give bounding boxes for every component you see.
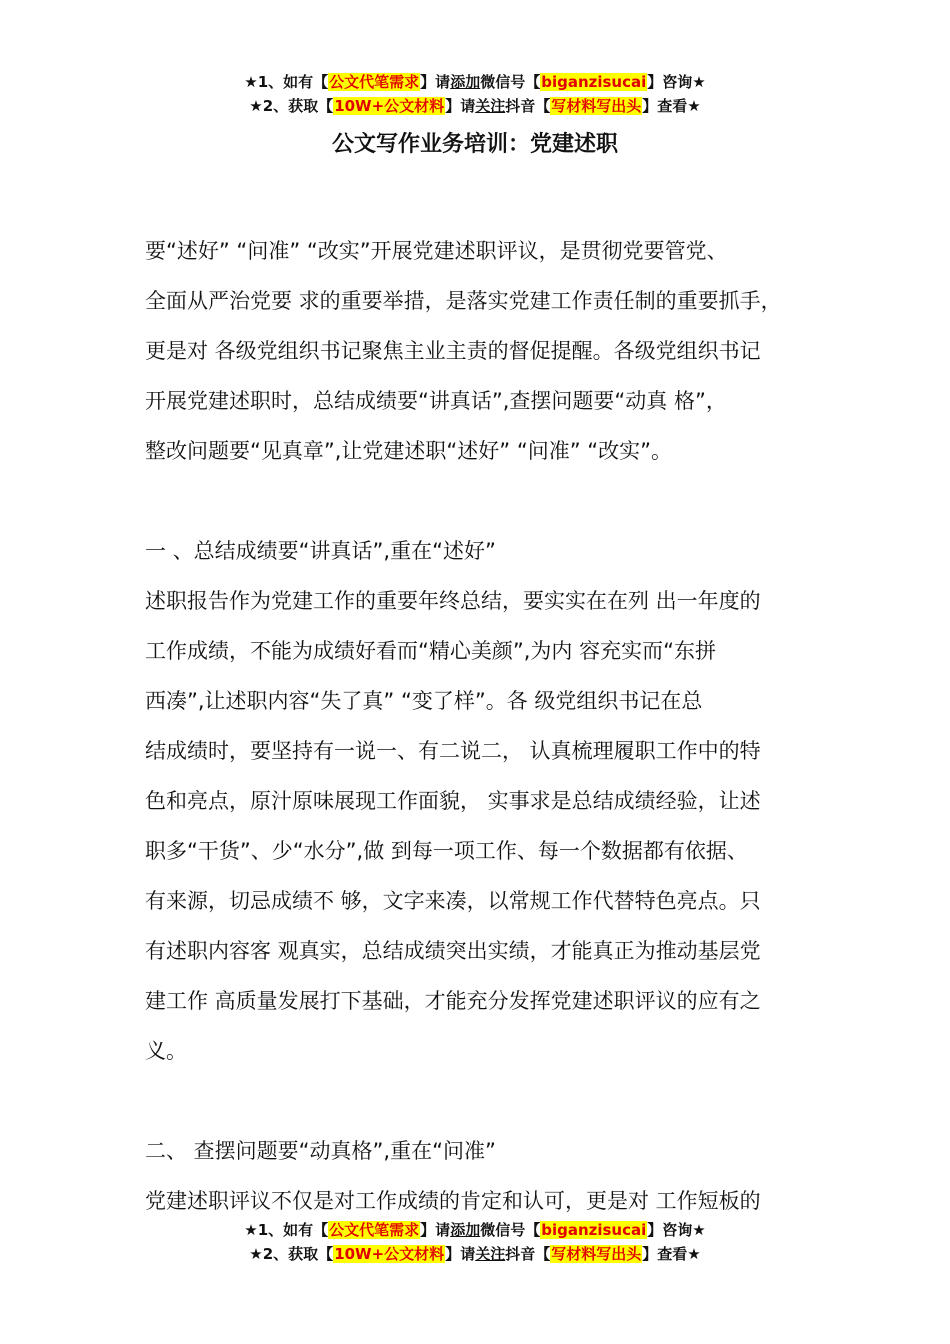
text-line: 要“述好” “问准” “改实”开展党建述职评议，是贯彻党要管党、 xyxy=(145,239,728,263)
text-line: 全面从严治党要 求的重要举措，是落实党建工作责任制的重要抓手， xyxy=(145,289,782,313)
banner-line-1 xyxy=(0,70,950,94)
banner-underlined: 添加 xyxy=(450,1221,481,1239)
banner-underlined: 关注 xyxy=(475,97,506,115)
text-line: 开展党建述职时，总结成绩要“讲真话”,查摆问题要“动真 格”， xyxy=(145,389,727,413)
banner-text: 】查看★ xyxy=(642,1245,701,1263)
banner-line-2 xyxy=(0,1242,950,1266)
text-line: 结成绩时，要坚持有一说一、有二说二， 认真梳理履职工作中的特 xyxy=(145,739,761,763)
banner-underlined: 添加 xyxy=(450,73,481,91)
text-line: 有述职内容客 观真实，总结成绩突出实绩，才能真正为推动基层党 xyxy=(145,939,761,963)
banner-text: 】查看★ xyxy=(642,97,701,115)
banner-highlight: 公文代笔需求 xyxy=(329,73,420,91)
text-line: 建工作 高质量发展打下基础，才能充分发挥党建述职评议的应有之 xyxy=(145,989,761,1013)
header-banner xyxy=(0,70,950,118)
banner-underlined: 关注 xyxy=(475,1245,506,1263)
banner-highlight: 写材料写出头 xyxy=(551,97,642,115)
banner-text: 】咨询★ xyxy=(647,1221,706,1239)
text-line: 党建述职评议不仅是对工作成绩的肯定和认可，更是对 工作短板的 xyxy=(145,1189,761,1213)
section-1-paragraph xyxy=(145,576,825,1076)
banner-text: 】请 xyxy=(420,73,451,91)
banner-text: ★1、如有【 xyxy=(244,1221,329,1239)
section-heading: 二、 查摆问题要“动真格”,重在“问准” xyxy=(145,1139,496,1163)
banner-text: ★2、获取【 xyxy=(249,97,334,115)
banner-text: ★1、如有【 xyxy=(244,73,329,91)
banner-text: 抖音【 xyxy=(505,97,551,115)
text-line: 色和亮点，原汁原味展现工作面貌， 实事求是总结成绩经验，让述 xyxy=(145,789,761,813)
banner-text: 抖音【 xyxy=(505,1245,551,1263)
banner-highlight: 写材料写出头 xyxy=(551,1245,642,1263)
text-line: 有来源，切忌成绩不 够，文字来凑，以常规工作代替特色亮点。只 xyxy=(145,889,761,913)
banner-highlight: 10W+公文材料 xyxy=(334,97,445,115)
text-line: 更是对 各级党组织书记聚焦主业主责的督促提醒。各级党组织书记 xyxy=(145,339,761,363)
intro-paragraph xyxy=(145,226,825,476)
banner-text: 】请 xyxy=(445,1245,476,1263)
banner-text: ★2、获取【 xyxy=(249,1245,334,1263)
footer-banner xyxy=(0,1218,950,1266)
text-line: 西凑”,让述职内容“失了真” “变了样”。各 级党组织书记在总 xyxy=(145,689,703,713)
section-heading: 一 、总结成绩要“讲真话”,重在“述好” xyxy=(145,539,496,563)
banner-highlight: 公文代笔需求 xyxy=(329,1221,420,1239)
page-title: 公文写作业务培训：党建述职 xyxy=(331,132,618,157)
text-line: 工作成绩，不能为成绩好看而“精心美颜”,为内 容充实而“东拼 xyxy=(145,639,716,663)
banner-text: 】请 xyxy=(445,97,476,115)
banner-text: 微信号【 xyxy=(480,1221,541,1239)
banner-text: 微信号【 xyxy=(480,73,541,91)
banner-text: 】咨询★ xyxy=(647,73,706,91)
text-line: 职多“干货”、少“水分”,做 到每一项工作、每一个数据都有依据、 xyxy=(145,839,748,863)
section-1-heading xyxy=(145,526,825,576)
text-line: 整改问题要“见真章”,让党建述职“述好” “问准” “改实”。 xyxy=(145,439,673,463)
section-2-heading xyxy=(145,1126,825,1176)
banner-highlight: biganzisucai xyxy=(541,73,647,91)
banner-text: 】请 xyxy=(420,1221,451,1239)
document-body xyxy=(145,226,825,1226)
text-line: 述职报告作为党建工作的重要年终总结，要实实在在列 出一年度的 xyxy=(145,589,761,613)
banner-highlight: 10W+公文材料 xyxy=(334,1245,445,1263)
text-line: 义。 xyxy=(145,1039,187,1063)
banner-line-2 xyxy=(0,94,950,118)
banner-highlight: biganzisucai xyxy=(541,1221,647,1239)
banner-line-1 xyxy=(0,1218,950,1242)
